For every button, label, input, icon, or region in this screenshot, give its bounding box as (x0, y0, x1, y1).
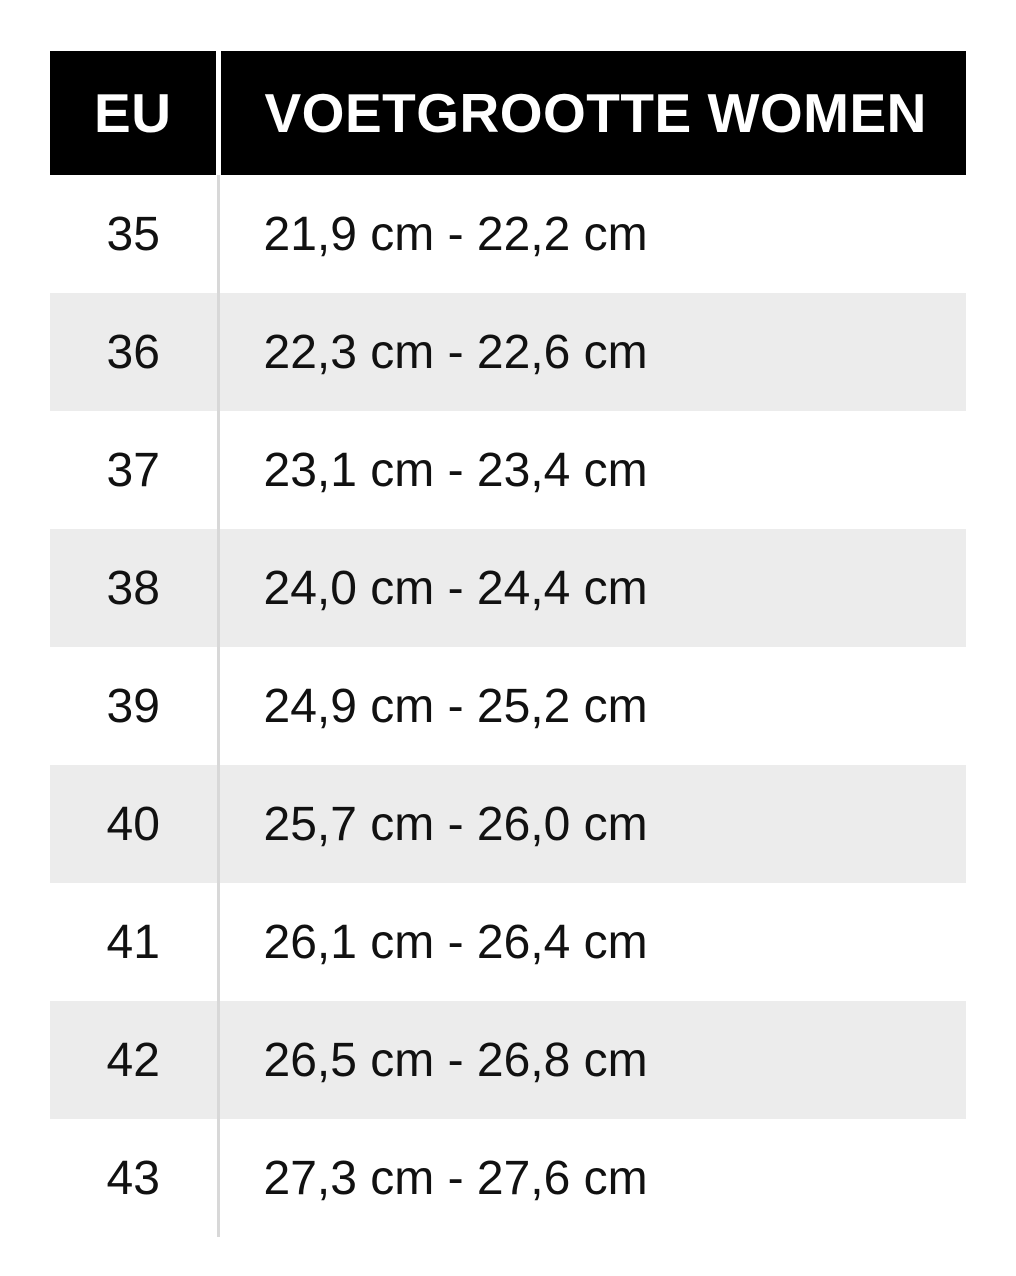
table-row (50, 883, 966, 1001)
table-row (50, 1001, 966, 1119)
cell-eu-size: 39 (50, 647, 218, 765)
shoe-size-table (50, 51, 966, 1237)
cell-eu-size: 35 (50, 175, 218, 293)
cell-foot-size: 22,3 cm - 22,6 cm (218, 293, 966, 411)
cell-foot-size: 24,0 cm - 24,4 cm (218, 529, 966, 647)
table-row (50, 293, 966, 411)
table-row (50, 765, 966, 883)
cell-foot-size: 27,3 cm - 27,6 cm (218, 1119, 966, 1237)
cell-foot-size: 26,5 cm - 26,8 cm (218, 1001, 966, 1119)
cell-eu-size: 42 (50, 1001, 218, 1119)
cell-foot-size: 26,1 cm - 26,4 cm (218, 883, 966, 1001)
cell-foot-size: 23,1 cm - 23,4 cm (218, 411, 966, 529)
cell-foot-size: 25,7 cm - 26,0 cm (218, 765, 966, 883)
column-header-foot-size: VOETGROOTTE WOMEN (218, 51, 966, 175)
table-row (50, 175, 966, 293)
cell-eu-size: 43 (50, 1119, 218, 1237)
column-header-eu: EU (50, 51, 218, 175)
cell-eu-size: 41 (50, 883, 218, 1001)
cell-eu-size: 38 (50, 529, 218, 647)
cell-eu-size: 37 (50, 411, 218, 529)
table-row (50, 529, 966, 647)
cell-eu-size: 40 (50, 765, 218, 883)
table-body (50, 175, 966, 1237)
table-row (50, 411, 966, 529)
cell-foot-size: 24,9 cm - 25,2 cm (218, 647, 966, 765)
table-header (50, 51, 966, 175)
table-row (50, 1119, 966, 1237)
cell-foot-size: 21,9 cm - 22,2 cm (218, 175, 966, 293)
table-row (50, 647, 966, 765)
cell-eu-size: 36 (50, 293, 218, 411)
table-header-row (50, 51, 966, 175)
